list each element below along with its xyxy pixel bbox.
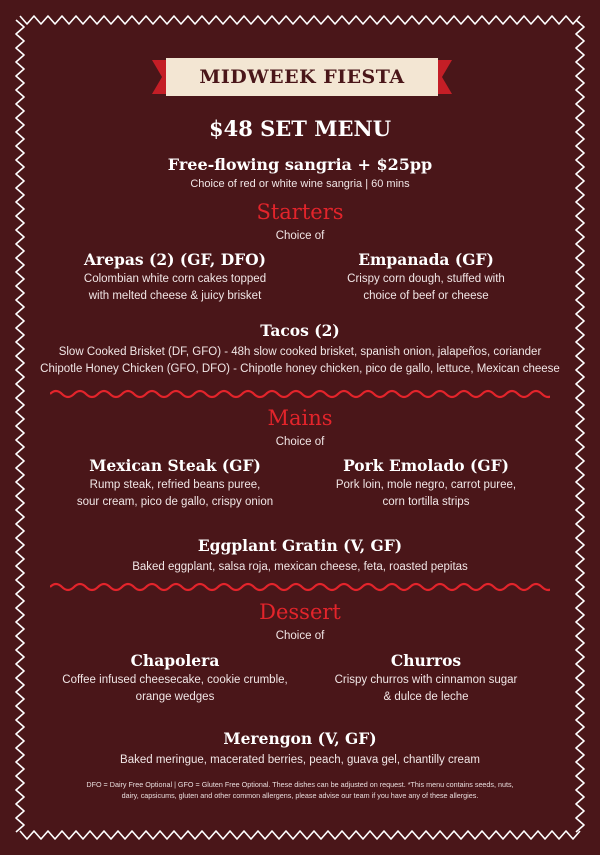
mexican-steak-item xyxy=(45,456,305,511)
tacos-desc xyxy=(0,344,600,378)
sangria-subtitle: Choice of red or white wine sangria | 60 mins xyxy=(190,178,410,190)
churros-desc-line: Crispy churros with cinnamon sugar xyxy=(334,674,518,686)
empanada-name: Empanada (GF) xyxy=(358,250,494,269)
mexican-steak-desc xyxy=(45,477,305,511)
sangria-offer: Free-flowing sangria + $25pp xyxy=(167,155,433,174)
pork-emolado-name: Pork Emolado (GF) xyxy=(343,456,509,475)
chapolera-desc-line: Coffee infused cheesecake, cookie crumble, xyxy=(62,674,288,686)
pork-emolado-desc-line: Pork loin, mole negro, carrot puree, xyxy=(335,479,517,491)
merengon-desc: Baked meringue, macerated berries, peach, guava gel, chantilly cream xyxy=(120,754,480,766)
dessert-choice: Choice of xyxy=(275,630,325,642)
mains-choice: Choice of xyxy=(275,436,325,448)
menu-title: MIDWEEK FIESTA xyxy=(199,66,405,88)
footnote-line: dairy, capsicums, gluten and other common allergens, please advise our team if you have any of these allergies. xyxy=(121,791,479,800)
wavy-divider xyxy=(50,387,550,401)
dessert-heading: Dessert xyxy=(259,600,341,624)
chapolera-desc-line: orange wedges xyxy=(135,691,215,703)
tacos-desc-line: Slow Cooked Brisket (DF, GFO) - 48h slow cooked brisket, spanish onion, jalapeños, coriander xyxy=(58,346,542,358)
mains-heading: Mains xyxy=(267,406,333,430)
merengon-name: Merengon (V, GF) xyxy=(223,729,377,748)
churros-name: Churros xyxy=(390,651,462,670)
wavy-divider xyxy=(50,580,550,594)
set-menu-price: $48 SET MENU xyxy=(208,116,392,141)
empanada-desc-line: choice of beef or cheese xyxy=(363,290,489,302)
tacos-name: Tacos (2) xyxy=(260,321,340,340)
arepas-desc-line: Colombian white corn cakes topped xyxy=(83,273,267,285)
churros-desc-line: & dulce de leche xyxy=(383,691,469,703)
title-banner xyxy=(152,58,452,96)
empanada-desc xyxy=(296,271,556,305)
arepas-name: Arepas (2) (GF, DFO) xyxy=(84,250,266,269)
mexican-steak-desc-line: Rump steak, refried beans puree, xyxy=(89,479,261,491)
arepas-item xyxy=(45,250,305,305)
chapolera-item xyxy=(45,651,305,706)
starters-heading: Starters xyxy=(256,200,344,224)
pork-emolado-desc xyxy=(296,477,556,511)
tacos-desc-line: Chipotle Honey Chicken (GFO, DFO) - Chipotle honey chicken, pico de gallo, lettuce, Mexican cheese xyxy=(40,363,560,375)
eggplant-gratin-name: Eggplant Gratin (V, GF) xyxy=(197,536,403,555)
churros-item xyxy=(296,651,556,706)
chapolera-desc xyxy=(45,672,305,706)
empanada-item xyxy=(296,250,556,305)
allergen-footnote xyxy=(70,779,530,801)
arepas-desc xyxy=(45,271,305,305)
pork-emolado-desc-line: corn tortilla strips xyxy=(382,496,470,508)
mexican-steak-desc-line: sour cream, pico de gallo, crispy onion xyxy=(76,496,274,508)
mexican-steak-name: Mexican Steak (GF) xyxy=(89,456,261,475)
pork-emolado-item xyxy=(296,456,556,511)
churros-desc xyxy=(296,672,556,706)
arepas-desc-line: with melted cheese & juicy brisket xyxy=(88,290,262,302)
footnote-line: DFO = Dairy Free Optional | GFO = Gluten Free Optional. These dishes can be adjusted on request. *This menu contains seeds, nuts, xyxy=(86,780,514,789)
starters-choice: Choice of xyxy=(275,230,325,242)
empanada-desc-line: Crispy corn dough, stuffed with xyxy=(347,273,505,285)
eggplant-gratin-desc: Baked eggplant, salsa roja, mexican cheese, feta, roasted pepitas xyxy=(132,561,468,573)
chapolera-name: Chapolera xyxy=(130,651,220,670)
